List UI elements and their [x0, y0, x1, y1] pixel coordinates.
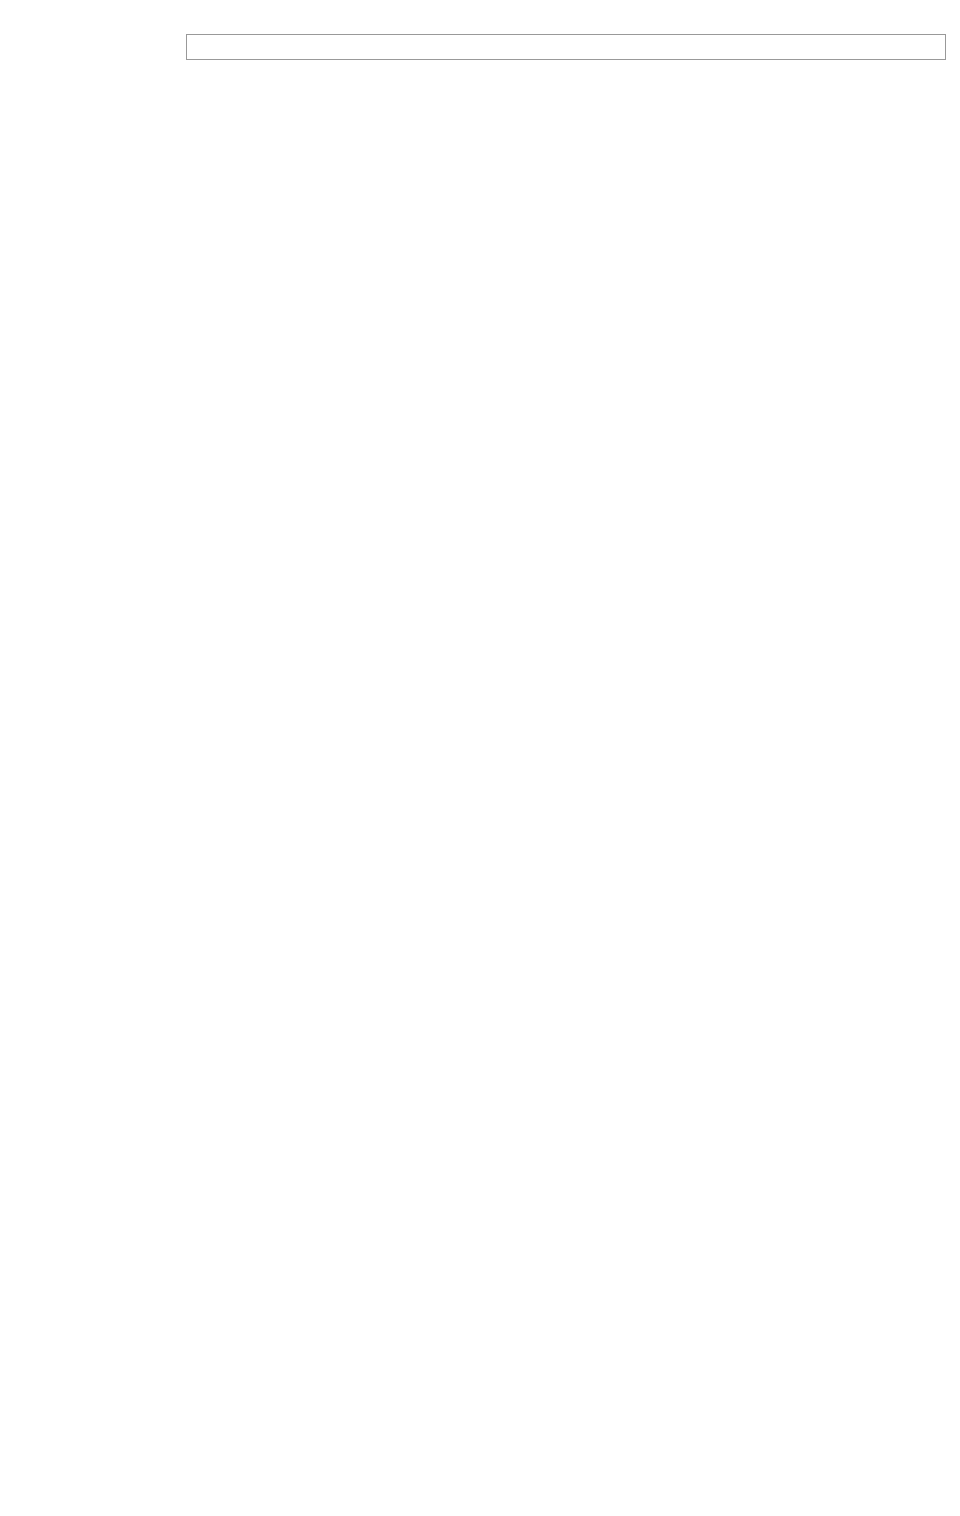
fig8-bar-charts [0, 60, 960, 350]
fig9-charts [0, 440, 960, 700]
year-legend [186, 34, 946, 60]
section-biomassa [177, 792, 960, 796]
section-index [177, 1118, 960, 1122]
